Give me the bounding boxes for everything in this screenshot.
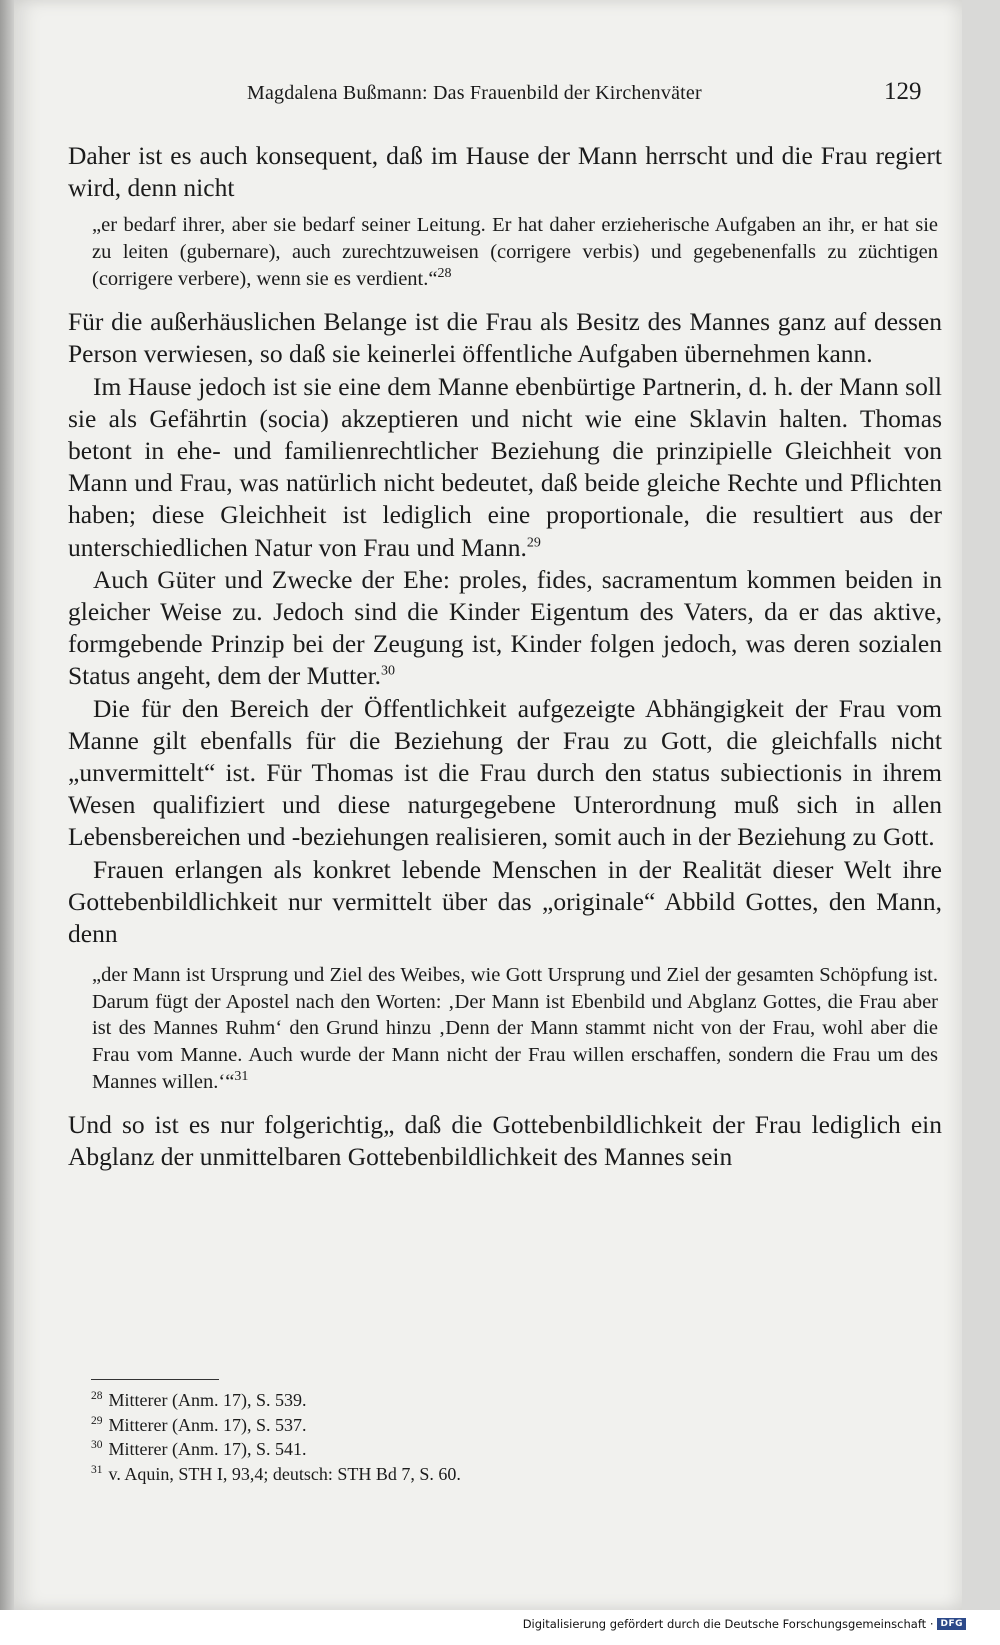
paragraph-text: Die für den Bereich der Öffentlichkeit aufgezeigte Abhängigkeit der Frau vom Manne gilt ebenfalls für die Beziehung der Frau zu Gott, die gleichfalls nicht „unvermittelt“ ist. Für Thomas ist die Frau durch den status subiectionis in ihrem Wesen qualifiziert und diese naturgegebene Unterordnung muß sich in allen Lebensbereichen und -beziehungen realisieren, somit auch in der Beziehung zu Gott.	[68, 693, 942, 852]
footnote-reference: 28	[437, 265, 452, 281]
footnote	[91, 1462, 891, 1487]
footnote-reference: 29	[526, 535, 541, 551]
footnote-number: 29	[91, 1414, 103, 1427]
book-spine-shadow	[0, 0, 14, 1645]
footnote-text: Mitterer (Anm. 17), S. 537.	[108, 1414, 307, 1435]
footnote-number: 28	[91, 1390, 103, 1402]
footnote-text: Mitterer (Anm. 17), S. 539.	[108, 1390, 307, 1410]
footnote-text: v. Aquin, STH I, 93,4; deutsch: STH Bd 7, S. 60.	[108, 1463, 461, 1484]
paragraph-text: Frauen erlangen als konkret lebende Menschen in der Realität dieser Welt ihre Gottebenbildlichkeit nur vermittelt über das „originale“ Abbild Gottes, den Mann, denn	[68, 854, 942, 949]
paragraph	[68, 564, 942, 693]
paragraph-text: Im Hause jedoch ist sie eine dem Manne ebenbürtige Partnerin, d. h. der Mann soll sie als Gefährtin (socia) akzeptieren und nicht wie eine Sklavin halten. Thomas betont in ehe- und familienrechtlicher Beziehung die prinzipielle Gleichheit von Mann und Frau, was natürlich nicht bedeutet, daß beide gleiche Rechte und Pflichten haben; diese Gleichheit ist lediglich eine proportionale, die resultiert aus der unterschiedlichen Natur von Frau und Mann.	[68, 371, 942, 562]
main-text	[68, 140, 942, 1174]
paragraph-text: Auch Güter und Zwecke der Ehe: proles, fides, sacramentum kommen beiden in gleicher Weise zu. Jedoch sind die Kinder Eigentum des Vaters, da er das aktive, formgebende Prinzip bei der Zeugung ist, Kinder folgen jedoch, was deren sozialen Status angeht, dem der Mutter.	[68, 564, 942, 691]
book-page	[14, 0, 962, 1610]
paragraph	[68, 140, 942, 204]
running-title: Magdalena Bußmann: Das Frauenbild der Kirchenväter	[247, 82, 702, 104]
paragraph-text: Für die außerhäuslichen Belange ist die Frau als Besitz des Mannes ganz auf dessen Person verwiesen, so daß sie keinerlei öffentliche Aufgaben übernehmen kann.	[68, 307, 942, 369]
paragraph	[68, 371, 942, 564]
footnote	[91, 1437, 891, 1462]
block-quote	[92, 962, 938, 1095]
paragraph	[68, 693, 942, 854]
paragraph	[68, 306, 942, 370]
footnote-number: 30	[91, 1439, 103, 1451]
footnote	[91, 1388, 891, 1413]
footnote-text: Mitterer (Anm. 17), S. 541.	[108, 1439, 307, 1459]
funding-notice	[523, 1617, 966, 1631]
paragraph	[68, 854, 942, 951]
footnote-separator	[91, 1379, 219, 1380]
footnotes	[91, 1388, 891, 1486]
paragraph-text: Und so ist es nur folgerichtig„ daß die Gottebenbildlichkeit der Frau lediglich ein Abglanz der unmittelbaren Gottebenbildlichkeit des Mannes sein	[68, 1110, 942, 1172]
footnote	[91, 1413, 891, 1438]
footnote-reference: 30	[381, 663, 396, 679]
page-header	[14, 78, 962, 114]
block-quote	[92, 212, 938, 292]
page-number: 129	[884, 78, 922, 105]
paragraph-text: Daher ist es auch konsequent, daß im Hause der Mann herrscht und die Frau regiert wird, denn nicht	[68, 141, 942, 203]
quote-text: „er bedarf ihrer, aber sie bedarf seiner Leitung. Er hat daher erzieherische Aufgaben an ihr, er hat sie zu leiten (gubernare), auch zurechtzuweisen (corrigere verbis) und gegebenenfalls zu züchtigen (corrigere verbere), wenn sie es verdient.“	[92, 214, 938, 290]
quote-text: „der Mann ist Ursprung und Ziel des Weibes, wie Gott Ursprung und Ziel der gesamten Schöpfung ist. Darum fügt der Apostel nach den Worten: ‚Der Mann ist Ebenbild und Abglanz Gottes, die Frau aber ist des Mannes Ruhm‘ den Grund hinzu ‚Denn der Mann stammt nicht von der Frau, wohl aber die Frau vom Manne. Auch wurde der Mann nicht der Frau willen erschaffen, sondern die Frau um des Mannes willen.‘“	[92, 964, 938, 1093]
funding-text: Digitalisierung gefördert durch die Deutsche Forschungsgemeinschaft ·	[522, 1617, 934, 1631]
footnote-reference: 31	[234, 1068, 249, 1084]
paragraph	[68, 1109, 942, 1173]
dfg-logo: DFG	[937, 1618, 966, 1630]
footnote-number: 31	[91, 1463, 103, 1476]
